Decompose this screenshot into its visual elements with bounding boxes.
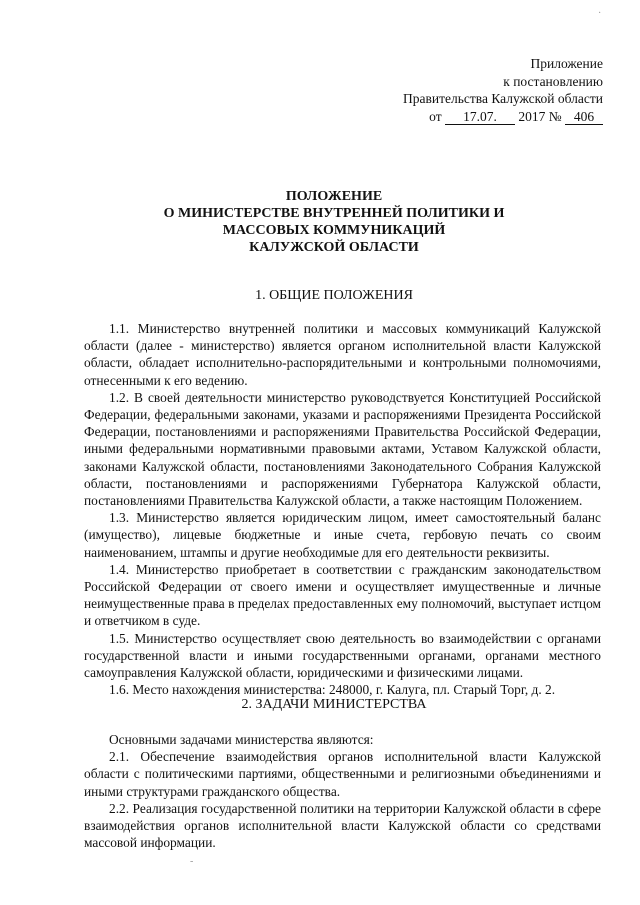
paragraph-2-2: 2.2. Реализация государственной политики на территории Калужской области в сфере взаимодействия органов исполнительной власти Калужской области со средствами массовой информации. xyxy=(84,800,601,851)
appendix-line-2: к постановлению xyxy=(503,73,603,89)
paragraph-1-2: 1.2. В своей деятельности министерство руководствуется Конституцией Российской Федерации, федеральными законами, указами и распоряжениями Президента Российской Федерации, постановлениями и распоряжениями Правительства Российской Федерации, иными федеральными нормативными правовыми актами, Уставом Калужской области, законами Калужской области, постановлениями Законодательного Собрания Калужской области, постановлениями и распоряжениями Губернатора Калужской области, постановлениями Правительства Калужской области, а также настоящим Положением. xyxy=(84,389,601,509)
section-1-heading: 1. ОБЩИЕ ПОЛОЖЕНИЯ xyxy=(255,288,413,303)
appendix-line-1: Приложение xyxy=(530,56,603,71)
resolution-number: 406 xyxy=(565,110,603,125)
paragraph-2-intro: Основными задачами министерства являются: xyxy=(109,732,374,747)
section-2-body xyxy=(84,731,601,851)
resolution-year: 2017 xyxy=(518,108,546,124)
section-2-heading: 2. ЗАДАЧИ МИНИСТЕРСТВА xyxy=(241,697,427,712)
paragraph-1-4: 1.4. Министерство приобретает в соответствии с гражданским законодательством Российской Федерации от своего имени и осуществляет имущественные и личные неимущественные права в пределах предоставленных ему полномочий, выступает истцом и ответчиком в суде. xyxy=(84,561,601,629)
number-sign: № xyxy=(548,108,562,124)
appendix-date-line xyxy=(403,108,603,126)
paragraph-1-1: 1.1. Министерство внутренней политики и массовых коммуникаций Калужской области (далее - министерство) является органом исполнительной власти Калужской области, обладает исполнительно-распорядительными и контрольными полномочиями, отнесенными к его ведению. xyxy=(84,321,601,388)
title-line-2: О МИНИСТЕРСТВЕ ВНУТРЕННЕЙ ПОЛИТИКИ И xyxy=(163,206,505,221)
scan-speck: · xyxy=(598,8,602,19)
appendix-line-3: Правительства Калужской области xyxy=(402,91,603,106)
section-1-body xyxy=(84,320,601,698)
scan-speck: - xyxy=(190,856,194,867)
title-line-3: МАССОВЫХ КОММУНИКАЦИЙ xyxy=(222,223,446,238)
from-prefix: от xyxy=(429,108,442,124)
resolution-date: 17.07. xyxy=(445,110,515,125)
appendix-header xyxy=(403,55,603,125)
paragraph-1-6: 1.6. Место нахождения министерства: 248000, г. Калуга, пл. Старый Торг, д. 2. xyxy=(109,682,556,698)
title-line-1: ПОЛОЖЕНИЕ xyxy=(285,189,383,204)
title-line-4: КАЛУЖСКОЙ ОБЛАСТИ xyxy=(249,240,419,255)
paragraph-1-5: 1.5. Министерство осуществляет свою деятельность во взаимодействии с органами государственной власти и иными государственными органами, органами местного самоуправления Калужской области, юридическими и физическими лицами. xyxy=(84,630,601,681)
document-title xyxy=(84,188,584,256)
paragraph-2-1: 2.1. Обеспечение взаимодействия органов исполнительной власти Калужской области с политическими партиями, общественными и религиозными объединениями и иными структурами гражданского общества. xyxy=(84,749,601,799)
paragraph-1-3: 1.3. Министерство является юридическим лицом, имеет самостоятельный баланс (имущество), лицевые бюджетные и иные счета, гербовую печать со своим наименованием, штампы и другие необходимые для его деятельности реквизиты. xyxy=(84,510,601,560)
